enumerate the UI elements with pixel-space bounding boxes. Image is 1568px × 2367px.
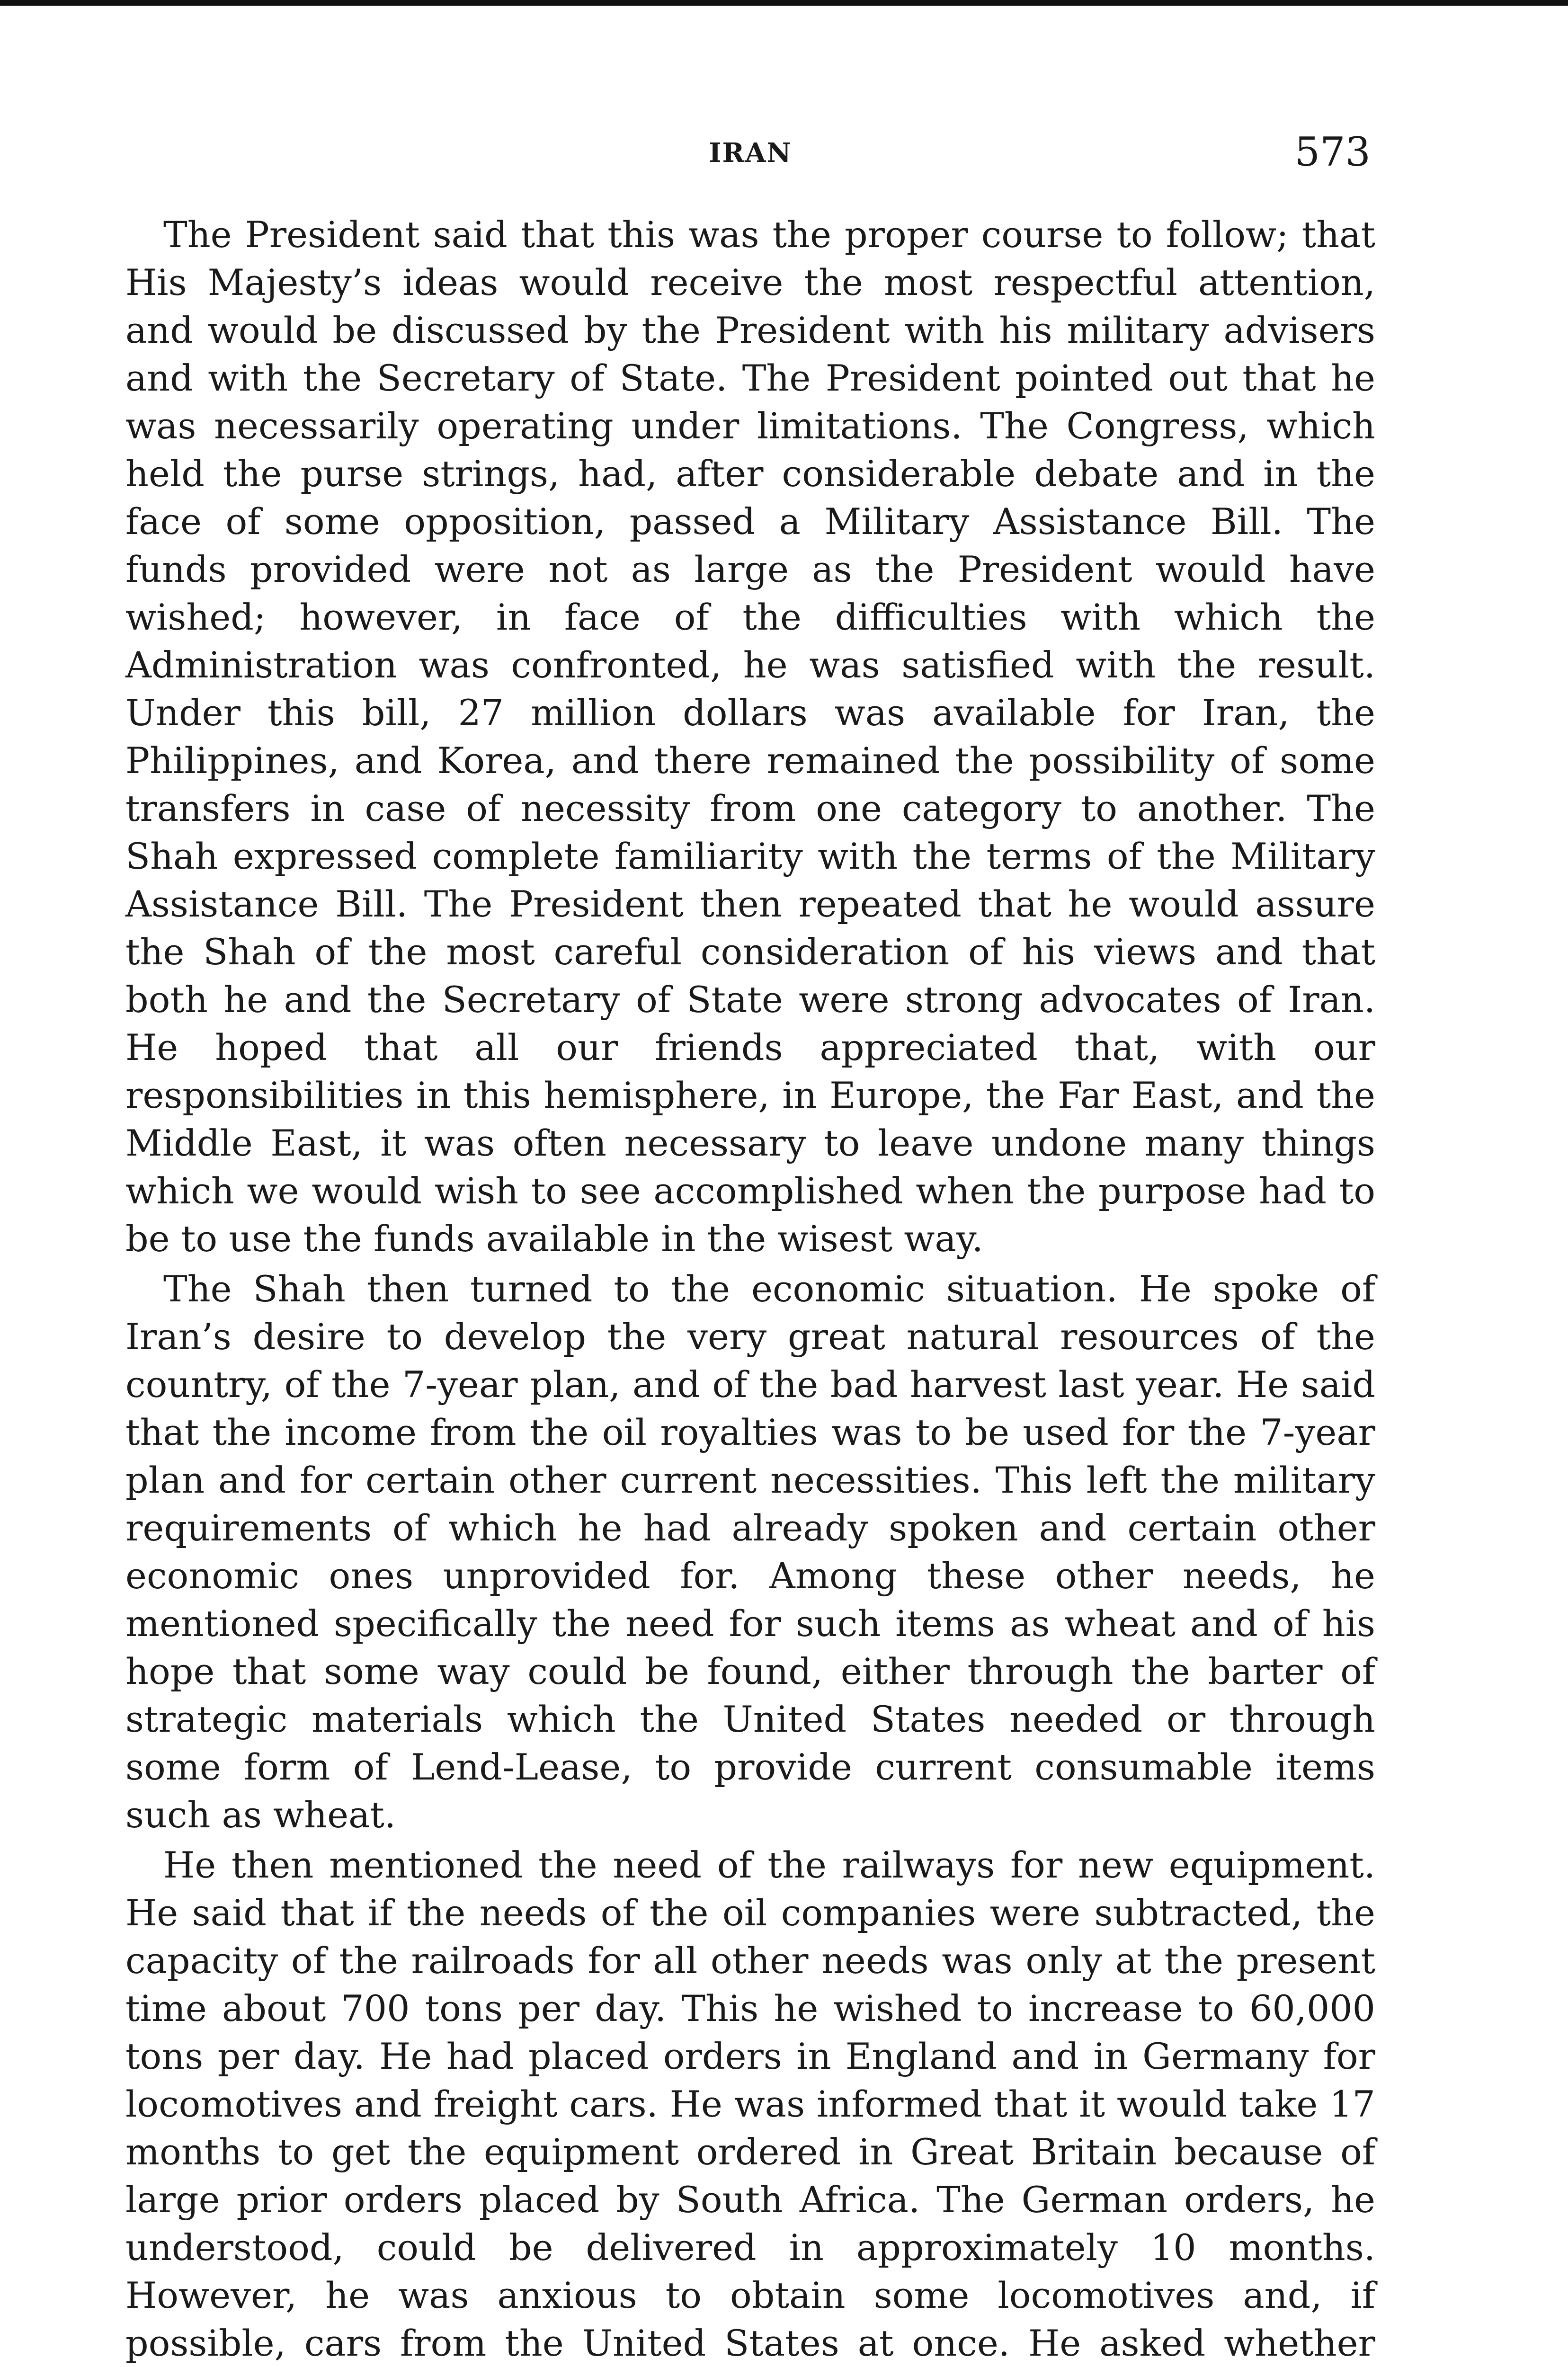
- paragraph-railway-equipment: He then mentioned the need of the railways for new equipment. He said that if the needs of the oil companies were subtracted, the capacity of the railroads for all other needs was only at the present time about 700 tons per day. This he wished to increase to 60,000 tons per day. He had placed orders in England and in Germany for locomotives and freight cars. He was informed that it would take 17 months to get the equipment ordered in Great Britain because of large prior orders placed by South Africa. The German orders, he understood, could be delivered in approximately 10 months. However, he was anxious to obtain some locomotives and, if possible, cars from the United States at once. He asked whether: [125, 1844, 1375, 2364]
- body-text: [125, 211, 1375, 2367]
- paragraph-economic-situation: The Shah then turned to the economic situation. He spoke of Iran’s desire to develop the very great natural resources of the country, of the 7-year plan, and of the bad harvest last year. He said that the income from the oil royalties was to be used for the 7-year plan and for certain other current necessities. This left the military requirements of which he had already spoken and certain other economic ones unprovided for. Among these other needs, he mentioned specifically the need for such items as wheat and of his hope that some way could be found, either through the barter of strategic materials which the United States needed or through some form of Lend-Lease, to provide current consumable items such as wheat.: [125, 1268, 1375, 1836]
- page-number: 573: [1294, 129, 1371, 175]
- page-header: [125, 128, 1375, 180]
- running-title: IRAN: [709, 137, 792, 169]
- paragraph-president-response: The President said that this was the proper course to follow; that His Majesty’s ideas would receive the most respectful attention, and would be discussed by the President with his military advisers and with the Secretary of State. The President pointed out that he was necessarily operating under limitations. The Congress, which held the purse strings, had, after considerable debate and in the face of some opposition, passed a Military Assistance Bill. The funds provided were not as large as the President would have wished; however, in face of the difficulties with which the Administration was confronted, he was satisfied with the result. Under this bill, 27 million dollars was available for Iran, the Philippines, and Korea, and there remained the possibility of some transfers in case of necessity from one category to another. The Shah expressed complete familiarity with the terms of the Military Assistance Bill. The President then repeated that he would assure the Shah of the most careful consideration of his views and that both he and the Secretary of State were strong advocates of Iran. He hoped that all our friends appreciated that, with our responsibilities in this hemisphere, in Europe, the Far East, and the Middle East, it was often necessary to leave undone many things which we would wish to see accomplished when the purpose had to be to use the funds available in the wisest way.: [125, 214, 1375, 1260]
- top-edge-rule: [0, 0, 1568, 6]
